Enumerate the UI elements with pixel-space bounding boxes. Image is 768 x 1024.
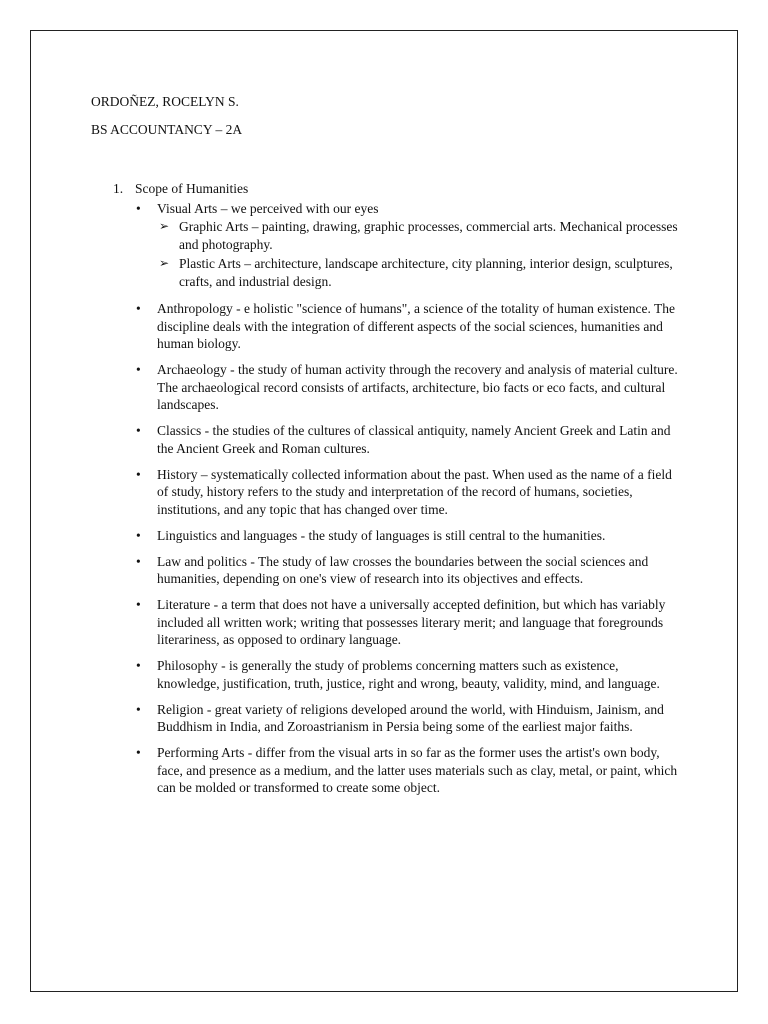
sub-item-text: Graphic Arts – painting, drawing, graphic processes, commercial arts. Mechanical processes and photography. — [179, 219, 678, 252]
sub-item-text: Plastic Arts – architecture, landscape architecture, city planning, interior design, sculptures, crafts, and industrial design. — [179, 256, 673, 289]
sub-item-plastic-arts — [157, 255, 681, 290]
list-item-text: • Visual Arts – we perceived with our eyes — [157, 200, 379, 216]
list-item-classics: • Classics - the studies of the cultures of classical antiquity, namely Ancient Greek and Latin and the Ancient Greek and Roman cultures. — [135, 422, 681, 457]
list-item-literature: • Literature - a term that does not have a universally accepted definition, but which has variably included all written work; writing that possesses literary merit; and language that foregrounds literariness, as opposed to ordinary language. — [135, 596, 681, 649]
list-item-law-politics: • Law and politics - The study of law crosses the boundaries between the social sciences and humanities, depending on one's view of research into its objectives and effects. — [135, 553, 681, 588]
section-title: Scope of Humanities — [135, 181, 249, 196]
list-item-archaeology: • Archaeology - the study of human activity through the recovery and analysis of material culture. The archaeological record consists of artifacts, architecture, bio facts or eco facts, and cultural landscapes. — [135, 361, 681, 414]
list-item-visual-arts — [135, 200, 681, 291]
arrow-bullet-icon: ➢ — [159, 219, 170, 233]
sub-item-graphic-arts — [157, 218, 681, 253]
student-course: BS ACCOUNTANCY – 2A — [91, 121, 243, 137]
sub-list — [157, 218, 681, 290]
section-scope-of-humanities — [91, 180, 681, 797]
student-name: ORDOÑEZ, ROCELYN S. — [91, 94, 239, 109]
bullet-list — [135, 200, 681, 797]
list-item-performing-arts: • Performing Arts - differ from the visual arts in so far as the former uses the artist's own body, face, and presence as a medium, and the latter uses materials such as clay, metal, or paint, which can be molded or transformed to create some object. — [135, 744, 681, 797]
section-number: 1. — [113, 181, 124, 196]
document-body — [91, 93, 681, 805]
list-item-religion: • Religion - great variety of religions developed around the world, with Hinduism, Jainism, and Buddhism in India, and Zoroastrianism in Persia being some of the earliest major faiths. — [135, 701, 681, 736]
list-item-anthropology: • Anthropology - e holistic "science of humans", a science of the totality of human existence. The discipline deals with the integration of different aspects of the social sciences, humanities and human biology. — [135, 300, 681, 353]
list-item-philosophy: • Philosophy - is generally the study of problems concerning matters such as existence, knowledge, justification, truth, justice, right and wrong, beauty, validity, mind, and language. — [135, 657, 681, 692]
list-item-linguistics: • Linguistics and languages - the study of languages is still central to the humanities. — [135, 527, 681, 545]
list-item-history: • History – systematically collected information about the past. When used as the name of a field of study, history refers to the study and interpretation of the record of humans, societies, institutions, and any topic that has changed over time. — [135, 466, 681, 519]
arrow-bullet-icon: ➢ — [159, 256, 170, 270]
